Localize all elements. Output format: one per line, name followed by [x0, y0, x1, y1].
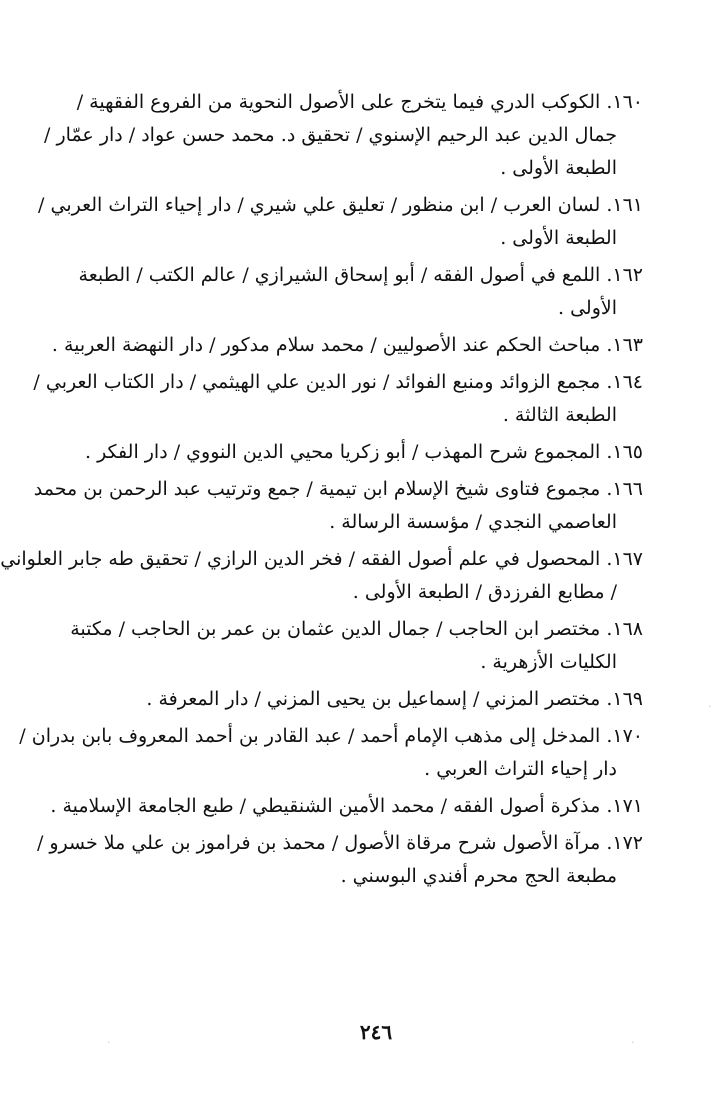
bibliography-entry	[33, 366, 643, 432]
entry-line-first: ١٦١. لسان العرب / ابن منظور / تعليق علي شيري / دار إحياء التراث العربي /	[38, 194, 643, 216]
bibliography-entry	[19, 720, 643, 786]
bibliography-entry	[38, 189, 643, 255]
entry-line-continuation: دار إحياء التراث العربي .	[424, 758, 617, 780]
entry-line-continuation: جمال الدين عبد الرحيم الإسنوي / تحقيق د. محمد حسن عواد / دار عمّار /	[44, 124, 617, 146]
entry-line-continuation: الطبعة الأولى .	[500, 157, 617, 179]
entry-line-first: ١٧١. مذكرة أصول الفقه / محمد الأمين الشنقيطي / طبع الجامعة الإسلامية .	[50, 795, 643, 817]
bibliography-list	[0, 86, 643, 897]
entry-line-first: ١٦٧. المحصول في علم أصول الفقه / فخر الدين الرازي / تحقيق طه جابر العلواني	[0, 548, 643, 570]
bibliography-entry	[36, 827, 643, 893]
entry-line-first: ١٦٨. مختصر ابن الحاجب / جمال الدين عثمان بن عمر بن الحاجب / مكتبة	[70, 618, 643, 640]
bibliography-entry	[79, 259, 643, 325]
bibliography-entry	[50, 790, 643, 823]
bibliography-entry	[44, 86, 643, 185]
entry-line-first: ١٦٢. اللمع في أصول الفقه / أبو إسحاق الشيرازي / عالم الكتب / الطبعة	[78, 264, 643, 286]
entry-line-first: ١٦٦. مجموع فتاوى شيخ الإسلام ابن تيمية / جمع وترتيب عبد الرحمن بن محمد	[33, 478, 643, 500]
entry-line-continuation: الطبعة الثالثة .	[502, 404, 617, 426]
entry-line-first: ١٦٥. المجموع شرح المهذب / أبو زكريا محيي الدين النووي / دار الفكر .	[84, 441, 643, 463]
entry-line-continuation: العاصمي النجدي / مؤسسة الرسالة .	[329, 511, 617, 533]
bibliography-entry	[70, 613, 643, 679]
bibliography-entry	[33, 473, 643, 539]
scan-speck: ·	[107, 1036, 111, 1049]
entry-line-first: ١٦٣. مباحث الحكم عند الأصوليين / محمد سلام مدكور / دار النهضة العربية .	[51, 334, 643, 356]
entry-line-continuation: الأولى .	[558, 297, 617, 319]
bibliography-entry	[79, 683, 643, 716]
bibliography-entry	[51, 329, 643, 362]
scan-speck: ·	[708, 700, 712, 713]
scan-speck: ·	[631, 1036, 635, 1049]
entry-line-first: ١٧٠. المدخل إلى مذهب الإمام أحمد / عبد القادر بن أحمد المعروف بابن بدران /	[19, 725, 643, 747]
entry-line-continuation: الكليات الأزهرية .	[480, 651, 617, 673]
entry-line-first: ١٦٤. مجمع الزوائد ومنبع الفوائد / نور الدين علي الهيثمي / دار الكتاب العربي /	[33, 371, 643, 393]
bibliography-entry	[79, 436, 643, 469]
entry-line-continuation: مطبعة الحج محرم أفندي البوسني .	[340, 865, 617, 887]
entry-line-continuation: الطبعة الأولى .	[500, 227, 617, 249]
entry-line-continuation: / مطابع الفرزدق / الطبعة الأولى .	[352, 581, 617, 603]
page-number: ٢٤٦	[359, 1020, 393, 1044]
bibliography-entry	[0, 543, 643, 609]
entry-line-first: ١٧٢. مرآة الأصول شرح مرقاة الأصول / محمذ بن فراموز بن علي ملا خسرو /	[36, 832, 643, 854]
entry-line-first: ١٦٠. الكوكب الدري فيما يتخرج على الأصول النحوية من الفروع الفقهية /	[76, 91, 643, 113]
entry-line-first: ١٦٩. مختصر المزني / إسماعيل بن يحيى المزني / دار المعرفة .	[146, 688, 643, 710]
